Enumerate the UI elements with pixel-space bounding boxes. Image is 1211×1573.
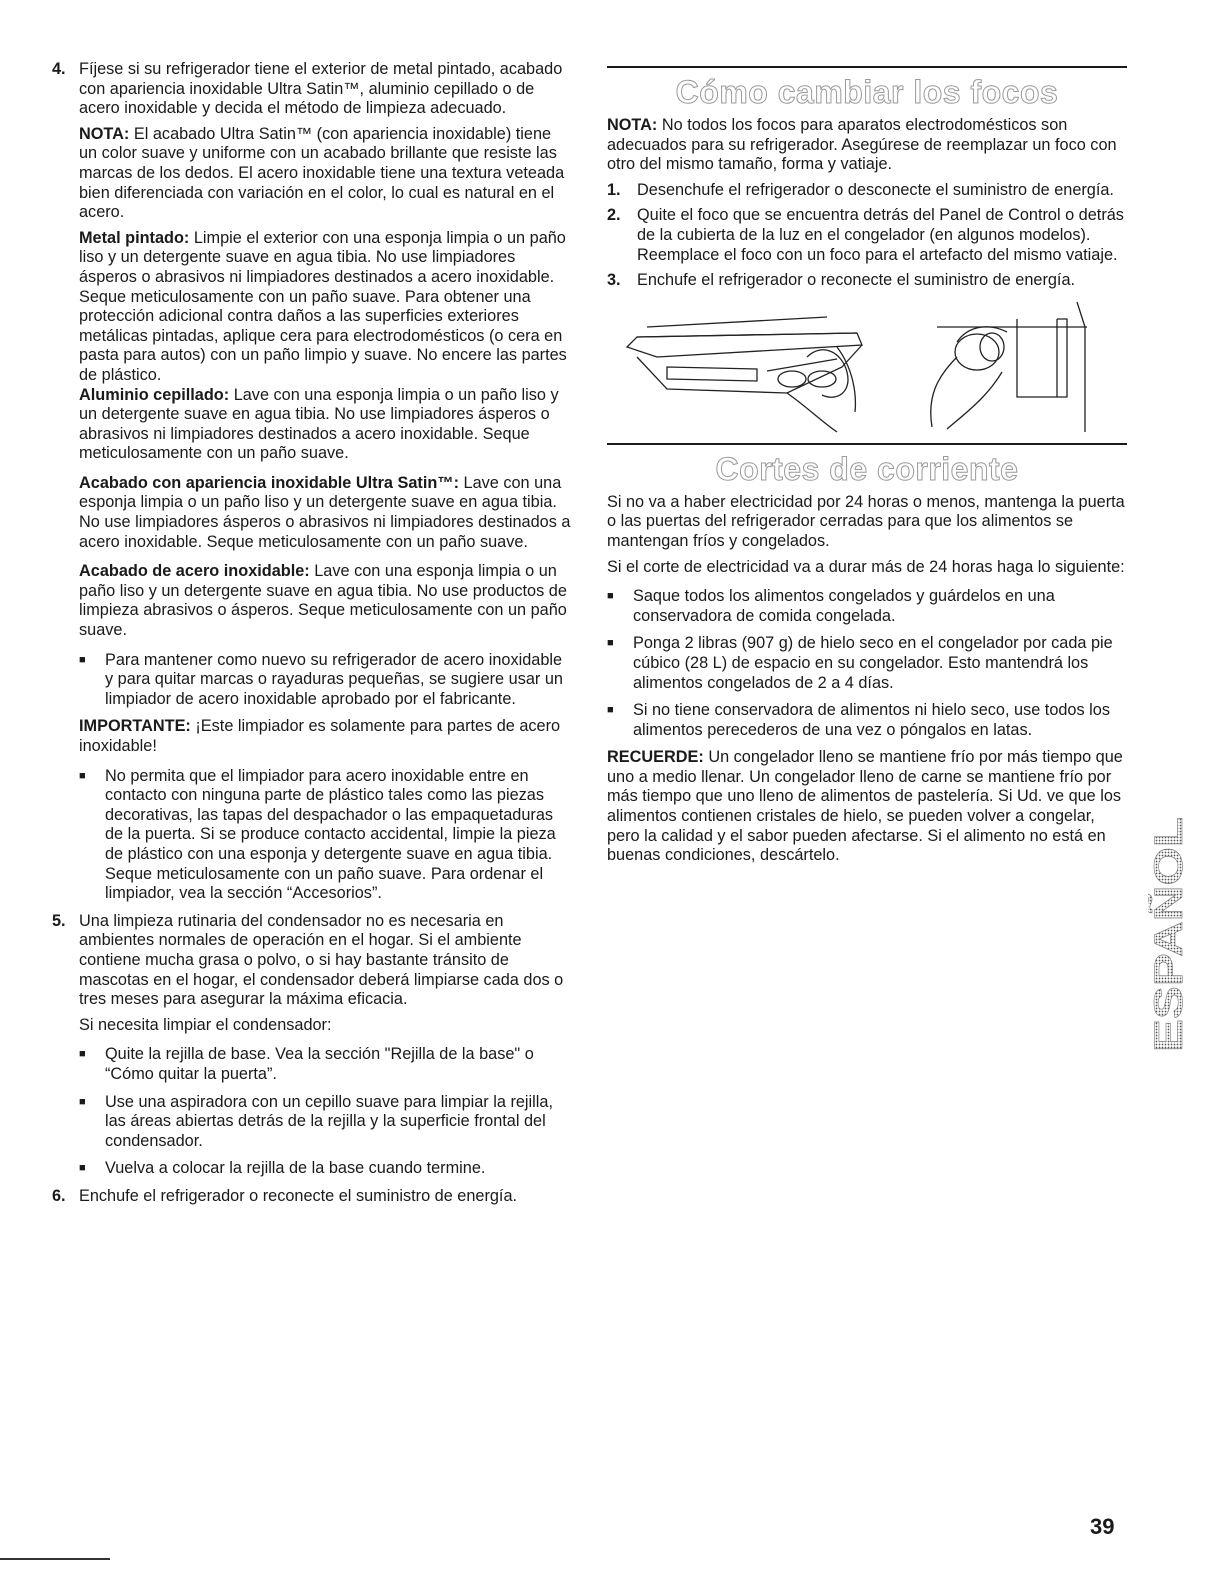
step-5 [52, 912, 572, 1010]
list-item [79, 651, 572, 710]
list-item-text: Quite la rejilla de base. Vea la sección "Rejilla de la base" o “Cómo quitar la puerta”. [105, 1045, 534, 1083]
step-text: Fíjese si su refrigerador tiene el exterior de metal pintado, acabado con apariencia inoxidable Ultra Satin™, aluminio cepillado o de acero inoxidable y decida el método de limpieza adecuado. [79, 60, 563, 118]
remember-paragraph [607, 748, 1127, 866]
brushed-aluminum-text: Lave con una esponja limpia o un paño liso y un detergente suave en agua tibia. No use limpiadores ásperos o abrasivos ni limpiadores destinados a acero inoxidable. Seque meticulosamente con un paño suave. [79, 385, 559, 463]
list-item [79, 1045, 572, 1084]
step-number: 6. [52, 1186, 66, 1205]
footer-rule [0, 1558, 110, 1560]
bullet-square-icon: ■ [79, 1048, 86, 1061]
painted-metal-label: Metal pintado: [79, 228, 190, 247]
ultra-satin-text: Lave con una esponja limpia o un paño liso y un detergente suave en agua tibia. No use limpiadores ásperos o abrasivos ni limpiadores destinados a acero inoxidable. Seque meticulosamente con un paño suave. [79, 473, 571, 551]
stainless-steel-text: Lave con una esponja limpia o un paño liso y un detergente suave en agua tibia. No use productos de limpieza abrasivos o ásperos. Seque meticulosamente con un paño suave. [79, 562, 567, 640]
ultra-satin-paragraph [79, 474, 572, 552]
page-number: 39 [1090, 1514, 1115, 1539]
list-item-text: No permita que el limpiador para acero inoxidable entre en contacto con ninguna parte de plástico tales como las piezas decorativas, las tapas del despachador o las empaquetaduras de la puerta. Si se produce contacto accidental, limpie la pieza de plástico con una esponja y detergente suave en agua tibia. Seque meticulosamente con un paño suave. Para ordenar el limpiador, vea la sección “Accesorios”. [105, 766, 556, 903]
step-text: Enchufe el refrigerador o reconecte el suministro de energía. [79, 1186, 518, 1205]
remember-text: Un congelador lleno se mantiene frío por más tiempo que uno a medio llenar. Un congelador lleno de carne se mantiene frío por más tiempo que uno lleno de alimentos de pastelería. Si Ud. ve que los alimentos contienen cristales de hielo, se pueden volver a congelar, pero la calidad y el sabor pueden afectarse. Si el alimento no está en buenas condiciones, descártelo. [607, 748, 1123, 865]
outage-paragraph: Si no va a haber electricidad por 24 horas o menos, mantenga la puerta o las puertas del refrigerador cerradas para que los alimentos se mantengan fríos y congelados. [607, 492, 1125, 550]
note-label: NOTA: [607, 116, 658, 134]
note-text: El acabado Ultra Satin™ (con apariencia inoxidable) tiene un color suave y uniforme con un acabado brillante que resiste las marcas de los dedos. El acero inoxidable tiene una textura veteada bien diferenciada con variación en el color, lo cual es natural en el acero. [79, 124, 565, 222]
brushed-aluminum-label: Aluminio cepillado: [79, 385, 230, 404]
right-column [607, 58, 1127, 872]
section-divider [607, 66, 1127, 68]
step-text: Quite el foco que se encuentra detrás del Panel de Control o detrás de la cubierta de la luz en el congelador (en algunos modelos). Reemplace el foco con un foco para el artefacto del mismo vatiaje. [637, 206, 1124, 264]
brushed-aluminum-paragraph [79, 386, 572, 464]
list-item [79, 767, 572, 904]
step-number: 1. [607, 180, 621, 199]
bullet-square-icon: ■ [607, 637, 614, 650]
step-text: Una limpieza rutinaria del condensador no es necesaria en ambientes normales de operación en el hogar. Si el ambiente contiene mucha grasa o polvo, o si hay bastante tránsito de mascotas en el hogar, el condensador deberá limpiarse cada dos o tres meses para asegurar la máxima eficacia. [79, 911, 564, 1009]
step-6 [52, 1187, 572, 1207]
stainless-steel-label: Acabado de acero inoxidable: [79, 562, 310, 581]
bulb-replacement-illustration [607, 297, 1127, 437]
list-item-text: Saque todos los alimentos congelados y guárdelos en una conservadora de comida congelada. [633, 587, 1055, 625]
outage-paragraph: Si el corte de electricidad va a durar más de 24 horas haga lo siguiente: [607, 557, 1125, 576]
bullet-square-icon: ■ [79, 1095, 86, 1108]
condenser-intro: Si necesita limpiar el condensador: [79, 1015, 332, 1034]
step-text: Desenchufe el refrigerador o desconecte el suministro de energía. [637, 180, 1114, 199]
language-side-tab [1148, 812, 1192, 1057]
bullet-square-icon: ■ [607, 704, 614, 717]
list-item-text: Use una aspiradora con un cepillo suave para limpiar la rejilla, las áreas abiertas detrás de la rejilla y la superficie frontal del condensador. [105, 1092, 553, 1150]
stainless-steel-paragraph [79, 562, 572, 640]
list-item [607, 701, 1127, 740]
side-tab-label: ESPAÑOL [1148, 861, 1191, 1052]
section-divider [607, 443, 1127, 445]
step-number: 5. [52, 911, 66, 930]
note-paragraph [79, 125, 572, 223]
step-number: 3. [607, 271, 621, 290]
list-item-text: Vuelva a colocar la rejilla de la base cuando termine. [105, 1159, 486, 1178]
bullet-square-icon: ■ [79, 769, 86, 782]
important-paragraph [79, 717, 572, 756]
bullet-square-icon: ■ [79, 653, 86, 666]
remember-label: RECUERDE: [607, 748, 704, 767]
painted-metal-paragraph [79, 229, 572, 386]
step-number: 2. [607, 206, 621, 225]
bulb-step [607, 181, 1127, 201]
language-tab-graphic [1148, 812, 1192, 1057]
list-item-text: Ponga 2 libras (907 g) de hielo seco en el congelador por cada pie cúbico (28 L) de espacio en su congelador. Esto mantendrá los alimentos congelados de 2 a 4 días. [633, 634, 1113, 692]
left-column [52, 60, 572, 1212]
list-item-text: Si no tiene conservadora de alimentos ni hielo seco, use todos los alimentos perecederos de una vez o póngalos en latas. [633, 701, 1110, 739]
bullet-square-icon: ■ [79, 1162, 86, 1175]
list-item [79, 1159, 572, 1179]
step-text: Enchufe el refrigerador o reconecte el suministro de energía. [637, 271, 1076, 290]
section-heading-power-outages: Cortes de corriente [715, 450, 1019, 487]
ultra-satin-label: Acabado con apariencia inoxidable Ultra Satin™: [79, 473, 459, 492]
bullet-square-icon: ■ [607, 590, 614, 603]
important-label: IMPORTANTE: [79, 717, 191, 736]
step-number: 4. [52, 60, 66, 78]
list-item [607, 634, 1127, 693]
note-text: No todos los focos para aparatos electrodomésticos son adecuados para su refrigerador. Asegúrese de reemplazar un foco con otro del mismo tamaño, forma y vatiaje. [607, 116, 1117, 174]
painted-metal-text: Limpie el exterior con una esponja limpia o un paño liso y un detergente suave en agua tibia. No use limpiadores ásperos o abrasivos ni limpiadores destinados a acero inoxidable. Seque meticulosamente con un paño suave. Para obtener una protección adicional contra daños a las superficies exteriores metálicas pintadas, aplique cera para electrodomésticos (o cera en pasta para autos) con un paño limpio y suave. No encere las partes de plástico. [79, 228, 567, 384]
bulb-step [607, 271, 1127, 291]
bulb-step [607, 206, 1127, 265]
list-item [79, 1093, 572, 1152]
step-4 [52, 60, 572, 119]
bulb-note-paragraph [607, 116, 1127, 175]
list-item [607, 587, 1127, 626]
light-bulb-illustration-icon [607, 297, 1127, 437]
important-text: ¡Este limpiador es solamente para partes de acero inoxidable! [79, 717, 561, 755]
section-heading-bulbs: Cómo cambiar los focos [675, 74, 1059, 110]
note-label: NOTA: [79, 124, 130, 143]
list-item-text: Para mantener como nuevo su refrigerador de acero inoxidable y para quitar marcas o rayaduras pequeñas, se sugiere usar un limpiador de acero inoxidable aprobado por el fabricante. [105, 650, 563, 708]
